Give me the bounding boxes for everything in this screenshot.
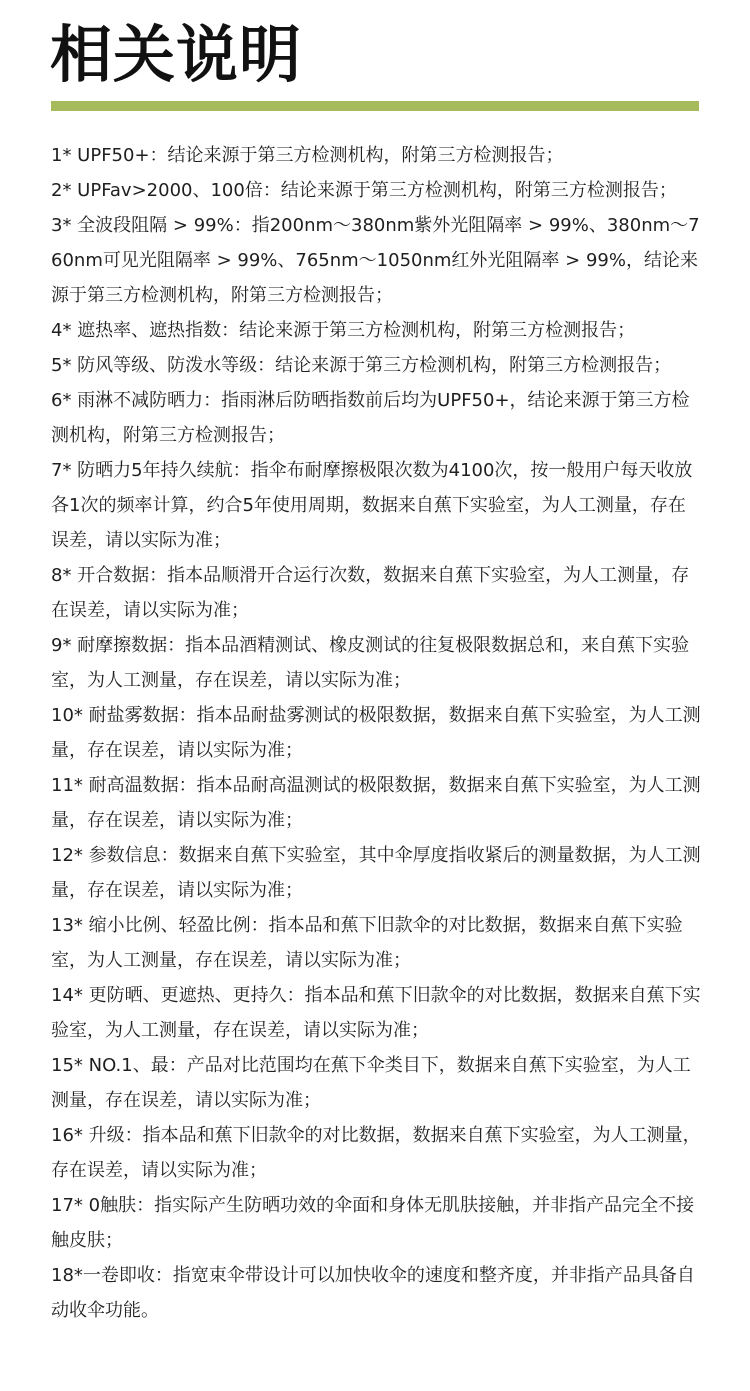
note-item: 4* 遮热率、遮热指数：结论来源于第三方检测机构，附第三方检测报告； (51, 320, 636, 341)
note-item: 9* 耐摩擦数据：指本品酒精测试、橡皮测试的往复极限数据总和，来自蕉下实验室，为人工测量，存在误差，请以实际为准； (51, 635, 690, 691)
title-divider (51, 101, 699, 111)
note-item: 15* NO.1、最：产品对比范围均在蕉下伞类目下，数据来自蕉下实验室，为人工测量，存在误差，请以实际为准； (51, 1055, 691, 1111)
note-item: 10* 耐盐雾数据：指本品耐盐雾测试的极限数据，数据来自蕉下实验室，为人工测量，存在误差，请以实际为准； (51, 705, 701, 761)
note-item: 5* 防风等级、防泼水等级：结论来源于第三方检测机构，附第三方检测报告； (51, 355, 672, 376)
note-item: 12* 参数信息：数据来自蕉下实验室，其中伞厚度指收紧后的测量数据，为人工测量，存在误差，请以实际为准； (51, 845, 701, 901)
note-item: 1* UPF50+：结论来源于第三方检测机构，附第三方检测报告； (51, 145, 564, 166)
note-item: 3* 全波段阻隔 > 99%：指200nm～380nm紫外光阻隔率 > 99%、380nm～760nm可见光阻隔率 > 99%、765nm～1050nm红外光阻隔率 > 99%，结论来源于第三方检测机构，附第三方检测报告； (51, 215, 700, 306)
note-item: 14* 更防晒、更遮热、更持久：指本品和蕉下旧款伞的对比数据，数据来自蕉下实验室，为人工测量，存在误差，请以实际为准； (51, 985, 701, 1041)
note-item: 7* 防晒力5年持久续航：指伞布耐摩擦极限次数为4100次，按一般用户每天收放各1次的频率计算，约合5年使用周期，数据来自蕉下实验室，为人工测量，存在误差，请以实际为准； (51, 460, 693, 551)
note-item: 17* 0触肤：指实际产生防晒功效的伞面和身体无肌肤接触，并非指产品完全不接触皮肤； (51, 1195, 695, 1251)
note-item: 8* 开合数据：指本品顺滑开合运行次数，数据来自蕉下实验室，为人工测量，存在误差，请以实际为准； (51, 565, 690, 621)
note-item: 6* 雨淋不减防晒力：指雨淋后防晒指数前后均为UPF50+，结论来源于第三方检测机构，附第三方检测报告； (51, 390, 690, 446)
note-item: 11* 耐高温数据：指本品耐高温测试的极限数据，数据来自蕉下实验室，为人工测量，存在误差，请以实际为准； (51, 775, 701, 831)
note-item: 18*一卷即收：指宽束伞带设计可以加快收伞的速度和整齐度，并非指产品具备自动收伞功能。 (51, 1265, 695, 1321)
notes-list (51, 138, 703, 1328)
note-item: 13* 缩小比例、轻盈比例：指本品和蕉下旧款伞的对比数据，数据来自蕉下实验室，为人工测量，存在误差，请以实际为准； (51, 915, 683, 971)
note-item: 16* 升级：指本品和蕉下旧款伞的对比数据，数据来自蕉下实验室，为人工测量，存在误差，请以实际为准； (51, 1125, 701, 1181)
note-item: 2* UPFav>2000、100倍：结论来源于第三方检测机构，附第三方检测报告； (51, 180, 677, 201)
page-title: 相关说明 (50, 18, 303, 91)
